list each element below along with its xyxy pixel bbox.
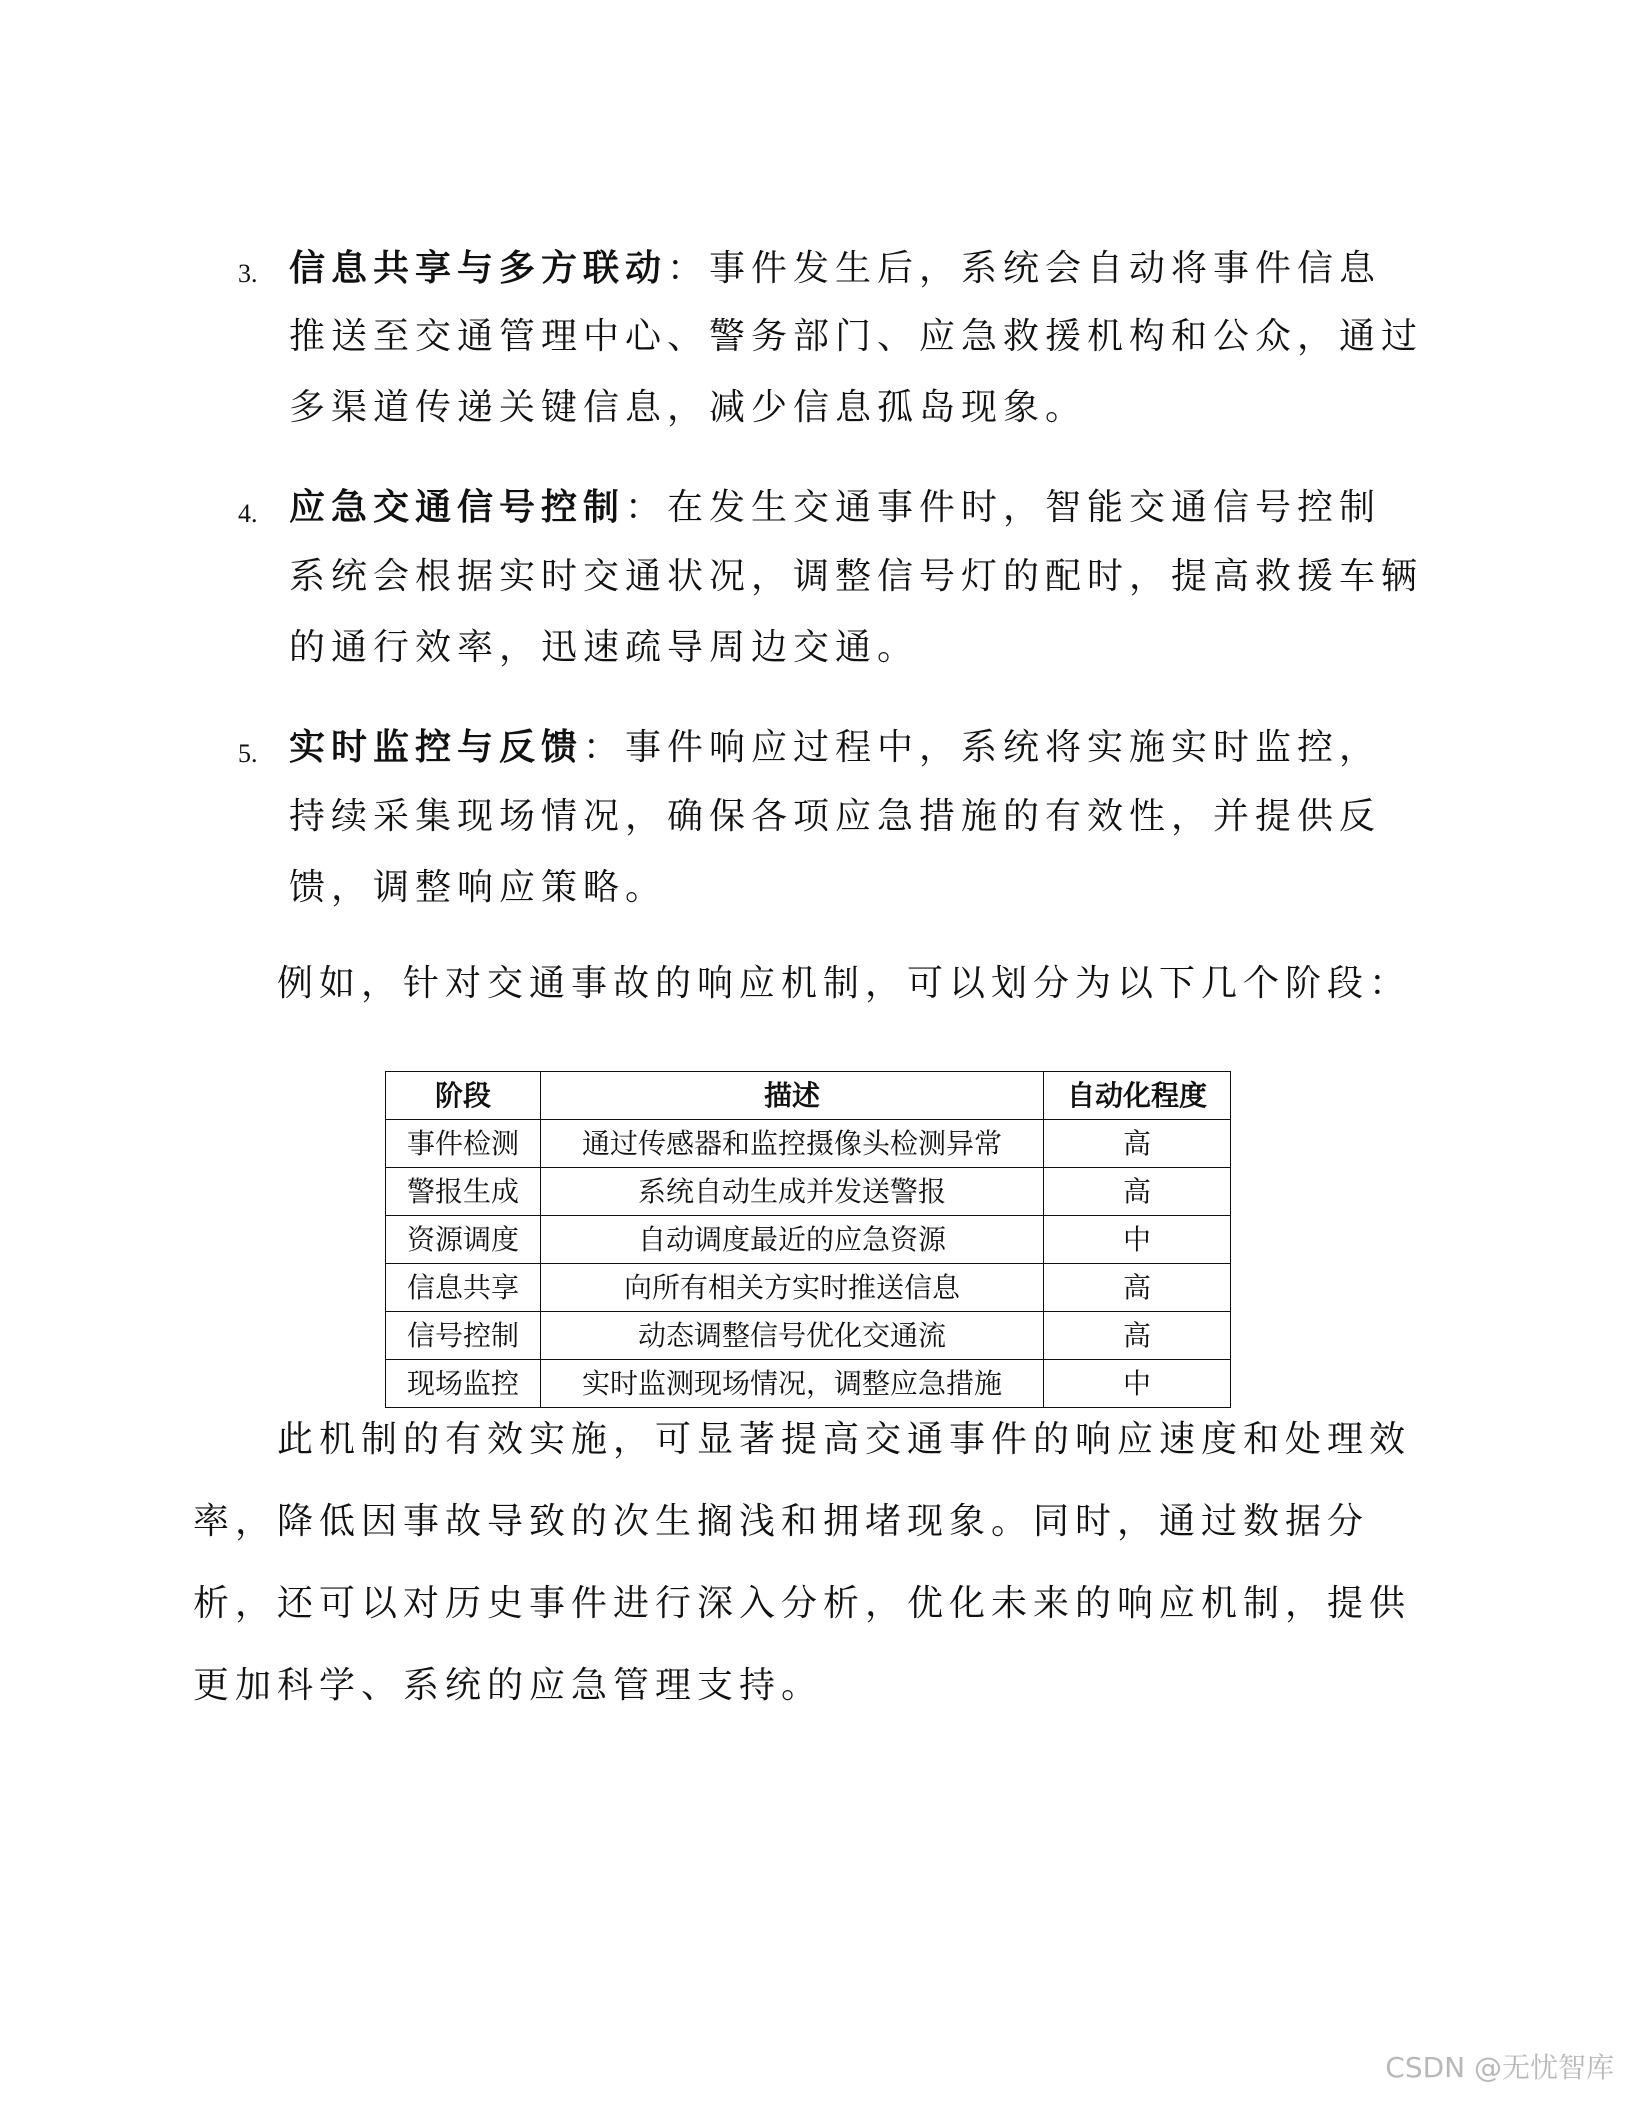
- cell-automation: 高: [1044, 1120, 1231, 1168]
- conclusion-line: 此机制的有效实施，可显著提高交通事件的响应速度和处理效: [277, 1419, 1412, 1460]
- cell-description: 系统自动生成并发送警报: [541, 1168, 1044, 1216]
- conclusion-line: 更加科学、系统的应急管理支持。: [193, 1665, 824, 1706]
- list-number: 4.: [238, 499, 258, 528]
- header-automation: 自动化程度: [1044, 1072, 1231, 1120]
- cell-description: 实时监测现场情况，调整应急措施: [541, 1360, 1044, 1408]
- cell-stage: 警报生成: [386, 1168, 541, 1216]
- list-number: 5.: [238, 739, 258, 768]
- watermark: CSDN @无忧智库: [1385, 2051, 1614, 2084]
- cell-automation: 高: [1044, 1312, 1231, 1360]
- list-item-line: [289, 246, 1381, 291]
- list-item-line: 馈，调整响应策略。: [289, 867, 668, 908]
- table-row: [386, 1312, 1231, 1360]
- list-item-label: 实时监控与反馈: [289, 726, 584, 768]
- cell-description: 通过传感器和监控摄像头检测异常: [541, 1120, 1044, 1168]
- list-item-label: 应急交通信号控制: [289, 486, 626, 528]
- table-row: [386, 1216, 1231, 1264]
- list-item-line: 的通行效率，迅速疏导周边交通。: [289, 627, 920, 668]
- list-item-line: 系统会根据实时交通状况，调整信号灯的配时，提高救援车辆: [289, 556, 1424, 597]
- list-item-text: ：事件响应过程中，系统将实施实时监控，: [583, 727, 1382, 768]
- table-row: [386, 1168, 1231, 1216]
- list-item-label: 信息共享与多方联动: [289, 247, 668, 289]
- cell-description: 动态调整信号优化交通流: [541, 1312, 1044, 1360]
- table-header-row: [386, 1072, 1231, 1120]
- cell-automation: 高: [1044, 1168, 1231, 1216]
- cell-automation: 高: [1044, 1264, 1231, 1312]
- cell-automation: 中: [1044, 1360, 1231, 1408]
- list-item-line: [289, 485, 1381, 530]
- list-item-line: [289, 725, 1381, 770]
- cell-stage: 信号控制: [386, 1312, 541, 1360]
- table-row: [386, 1264, 1231, 1312]
- response-stage-table: [385, 1071, 1231, 1408]
- list-item-line: 多渠道传递关键信息，减少信息孤岛现象。: [289, 387, 1088, 428]
- header-stage: 阶段: [386, 1072, 541, 1120]
- cell-stage: 现场监控: [386, 1360, 541, 1408]
- intro-paragraph: 例如，针对交通事故的响应机制，可以划分为以下几个阶段：: [277, 963, 1412, 1004]
- cell-description: 自动调度最近的应急资源: [541, 1216, 1044, 1264]
- cell-stage: 信息共享: [386, 1264, 541, 1312]
- list-item-text: ：事件发生后，系统会自动将事件信息: [667, 248, 1382, 289]
- table-row: [386, 1360, 1231, 1408]
- cell-automation: 中: [1044, 1216, 1231, 1264]
- list-item-text: ：在发生交通事件时，智能交通信号控制: [625, 487, 1382, 528]
- conclusion-line: 率，降低因事故导致的次生搁浅和拥堵现象。同时，通过数据分: [193, 1501, 1370, 1542]
- list-item-line: 持续采集现场情况，确保各项应急措施的有效性，并提供反: [289, 796, 1382, 837]
- cell-description: 向所有相关方实时推送信息: [541, 1264, 1044, 1312]
- cell-stage: 资源调度: [386, 1216, 541, 1264]
- table-row: [386, 1120, 1231, 1168]
- cell-stage: 事件检测: [386, 1120, 541, 1168]
- list-number: 3.: [238, 259, 258, 288]
- list-item-line: 推送至交通管理中心、警务部门、应急救援机构和公众，通过: [289, 316, 1424, 357]
- conclusion-line: 析，还可以对历史事件进行深入分析，优化未来的响应机制，提供: [193, 1583, 1412, 1624]
- header-description: 描述: [541, 1072, 1044, 1120]
